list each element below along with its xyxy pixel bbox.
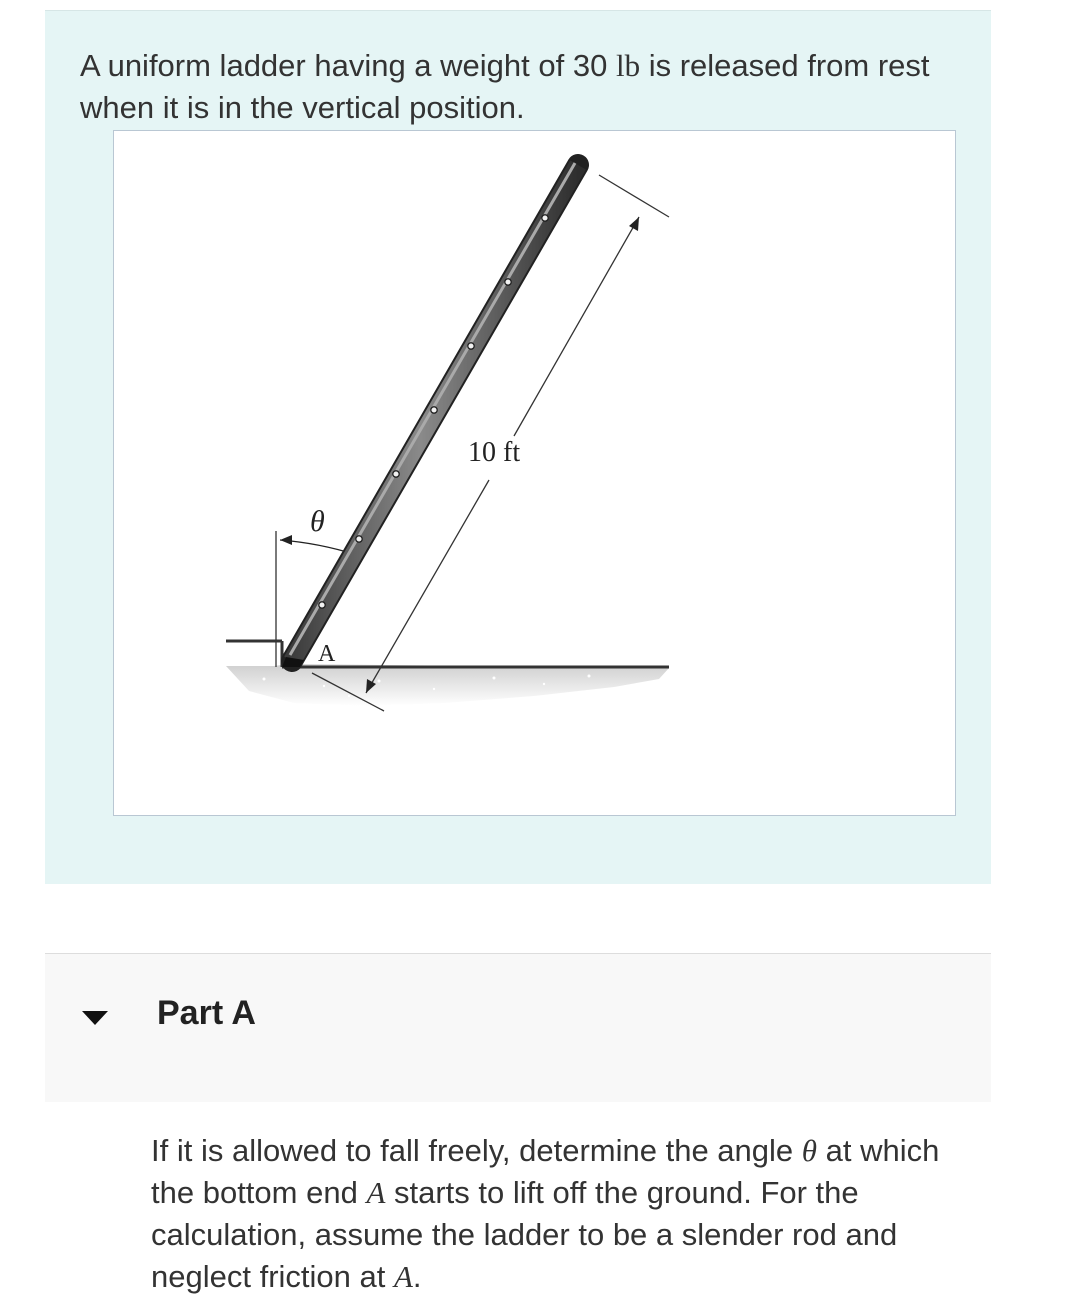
question-segment-1: If it is allowed to fall freely, determine the angle: [151, 1133, 802, 1168]
question-segment-4: .: [412, 1259, 422, 1294]
ladder-rod: [282, 163, 578, 667]
ladder-figure: [113, 130, 956, 816]
angle-label: θ: [310, 505, 325, 538]
collapse-toggle-icon[interactable]: [82, 1011, 108, 1025]
problem-intro-panel: [45, 10, 991, 884]
ladder-diagram: [114, 131, 955, 815]
part-a-header[interactable]: [45, 953, 991, 1102]
question-segment-3: starts to lift off the ground. For the calculation, assume the ladder to be a slender rod and neglect friction at: [151, 1175, 898, 1294]
dimension-extension-top: [599, 175, 669, 217]
length-label: 10 ft: [468, 437, 521, 468]
question-point-a: A: [366, 1175, 386, 1210]
question-segment-2: at which the bottom end: [151, 1133, 940, 1210]
point-a-label: A: [318, 641, 336, 667]
statement-text-before: A uniform ladder having a weight of 30: [80, 48, 616, 83]
weight-unit: lb: [615, 48, 641, 83]
statement-text-after: is released from rest when it is in the vertical position.: [80, 48, 930, 125]
part-a-title: Part A: [157, 994, 256, 1032]
question-theta: θ: [801, 1133, 817, 1168]
problem-statement: [80, 45, 960, 129]
question-text: [151, 1130, 981, 1298]
question-point-a-2: A: [393, 1259, 413, 1294]
